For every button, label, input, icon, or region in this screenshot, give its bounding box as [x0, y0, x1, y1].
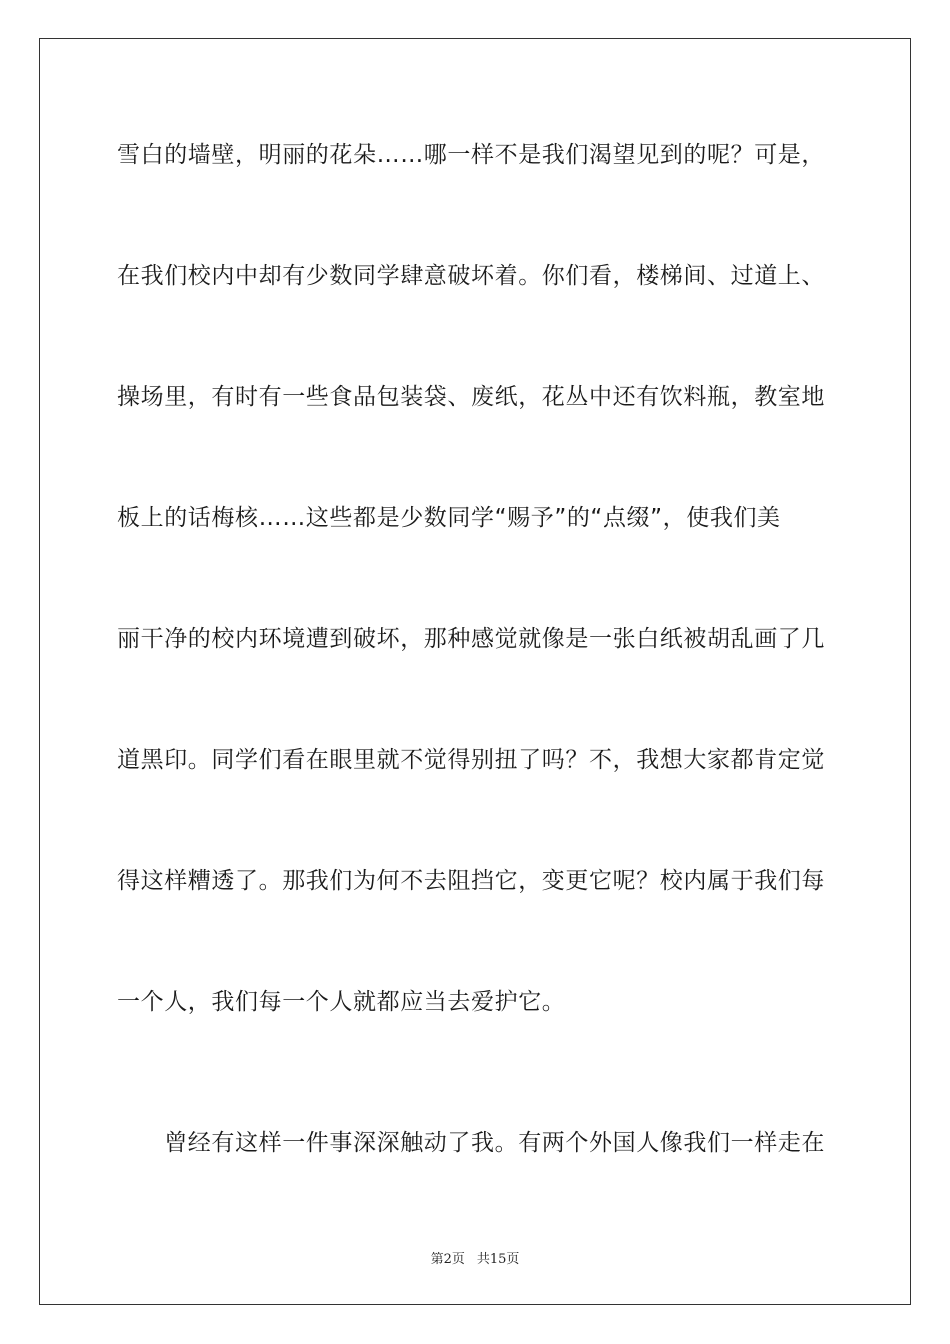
page-total: 共15页	[476, 1252, 520, 1267]
page-border	[39, 38, 911, 1305]
text-line-1: 雪白的墙壁，明丽的花朵……哪一样不是我们渴望见到的呢？可是，	[117, 142, 825, 168]
text-line-4: 板上的话梅核……这些都是少数同学“赐予”的“点缀”，使我们美	[117, 505, 781, 531]
text-line-7: 得这样糟透了。那我们为何不去阻挡它，变更它呢？校内属于我们每	[117, 868, 825, 894]
text-line-3: 操场里，有时有一些食品包装袋、废纸，花丛中还有饮料瓶，教室地	[117, 384, 825, 410]
text-line-8: 一个人，我们每一个人就都应当去爱护它。	[117, 989, 566, 1015]
text-line-9: 曾经有这样一件事深深触动了我。有两个外国人像我们一样走在	[117, 1130, 825, 1156]
text-line-6: 道黑印。同学们看在眼里就不觉得别扭了吗？不，我想大家都肯定觉	[117, 747, 825, 773]
text-line-5: 丽干净的校内环境遭到破坏，那种感觉就像是一张白纸被胡乱画了几	[117, 626, 825, 652]
text-line-2: 在我们校内中却有少数同学肆意破坏着。你们看，楼梯间、过道上、	[117, 263, 825, 289]
page-number: 第2页	[430, 1252, 465, 1267]
page-footer	[0, 1248, 950, 1267]
